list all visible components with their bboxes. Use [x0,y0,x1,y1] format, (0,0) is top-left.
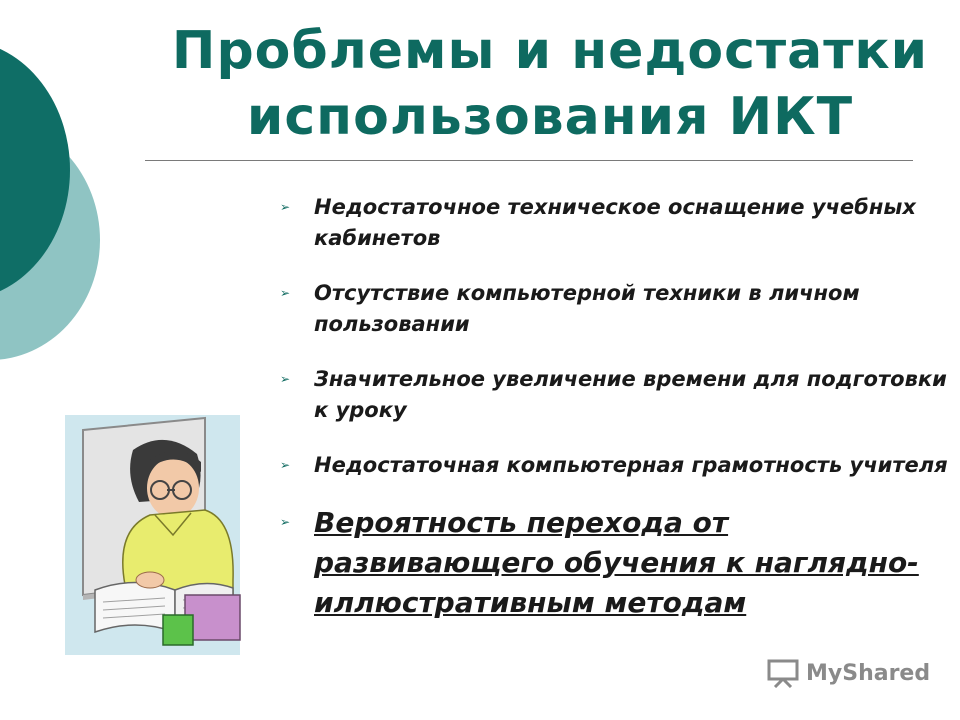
bullet-item [280,364,950,426]
bullet-item [280,278,950,340]
bullet-text: Отсутствие компьютерной техники в личном пользовании [314,281,860,336]
slide-title [150,18,950,150]
bullet-list [280,192,950,623]
bullet-item-emphasized [280,503,950,623]
bullet-item [280,450,950,481]
bullet-text: Недостаточная компьютерная грамотность учителя [314,453,948,477]
watermark [766,658,930,688]
title-line-2: использования ИКТ [246,87,854,147]
watermark-label: MyShared [806,660,931,686]
teacher-reading-clipart [55,410,255,660]
bullet-arrow-icon: ➢ [280,372,291,386]
bullet-text: Недостаточное техническое оснащение учебных кабинетов [314,195,916,250]
bullet-arrow-icon: ➢ [280,286,291,300]
title-divider [145,160,913,161]
bullet-arrow-icon: ➢ [280,458,291,472]
bullet-arrow-icon: ➢ [280,200,291,214]
title-line-1: Проблемы и недостатки [171,21,929,81]
bullet-text: Вероятность перехода от развивающего обучения к наглядно-иллюстративным методам [314,506,919,619]
bullet-text: Значительное увеличение времени для подготовки к уроку [314,367,947,422]
presentation-board-icon [766,658,800,688]
bullet-arrow-icon: ➢ [280,515,291,529]
bullet-item [280,192,950,254]
